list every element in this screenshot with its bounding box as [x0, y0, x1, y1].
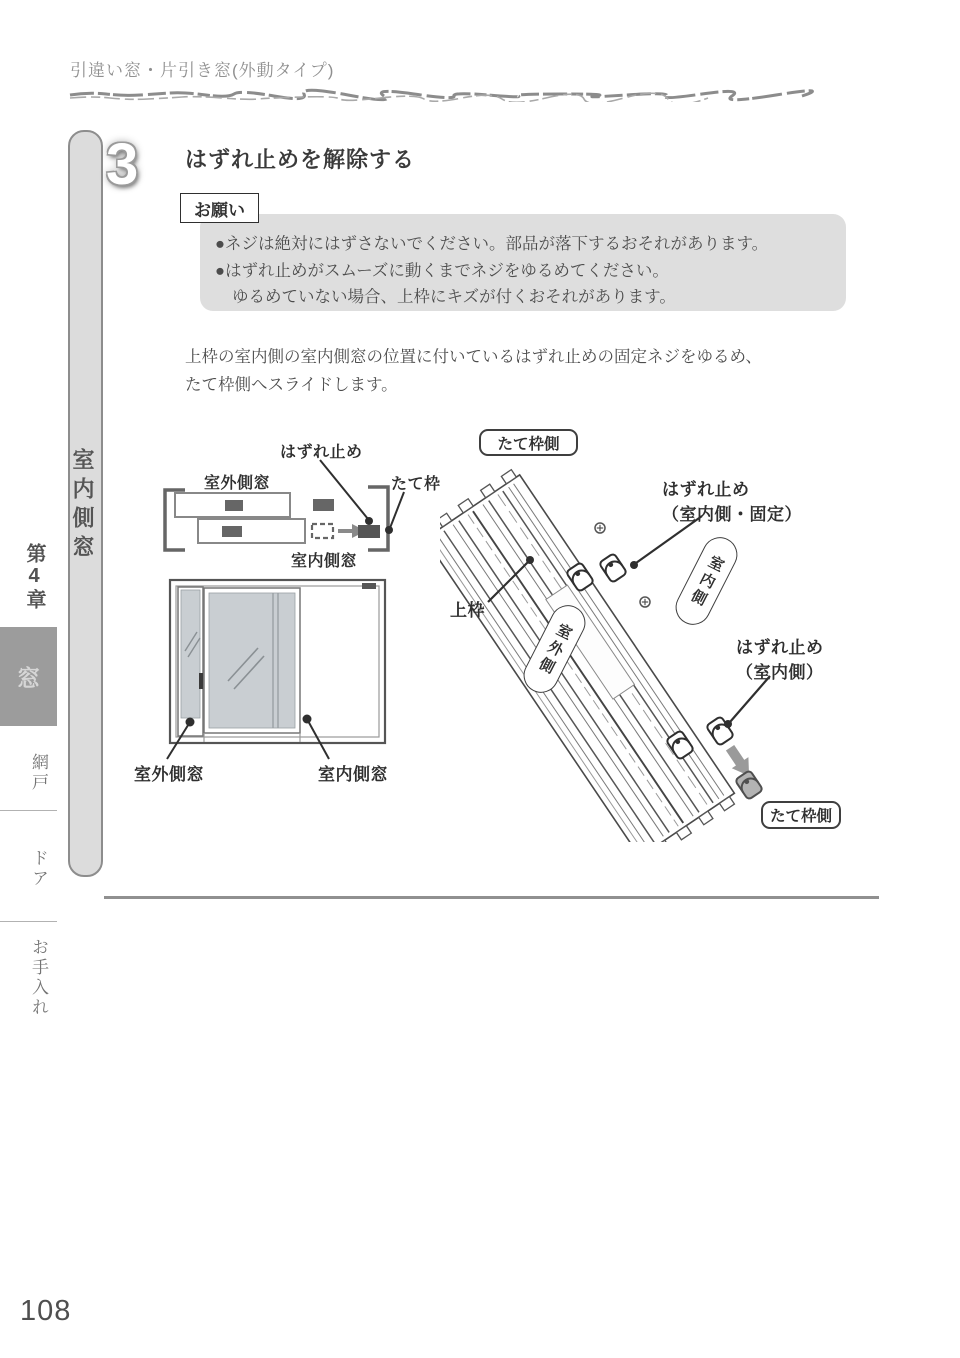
label-outdoor-window: 室外側窓 [134, 765, 204, 784]
leader-dot [630, 561, 638, 569]
leader-dot [526, 556, 534, 564]
label-line: はずれ止め [662, 480, 750, 499]
step-title: はずれ止めを解除する [185, 147, 416, 172]
instruction-line: たて枠側へスライドします。 [185, 376, 398, 394]
notice-item: ●ネジは絶対にはずさないでください。部品が落下するおそれがあります。 [215, 235, 769, 253]
content-bottom-rule [104, 896, 879, 899]
tag-tate-waku-side-top: たて枠側 [479, 429, 578, 456]
header-title: 引違い窓・片引き窓(外動タイプ) [70, 61, 335, 80]
hazure-dome-clip-moved [735, 770, 763, 800]
label-indoor-window: 室内側窓 [318, 765, 388, 784]
tag-tate-waku-side-bottom: たて枠側 [761, 801, 841, 829]
pill-indoor-side: 室内側 [670, 531, 744, 631]
leader-dot [385, 526, 393, 534]
label-uwaku: 上枠 [450, 601, 485, 620]
page-number: 108 [20, 1295, 72, 1327]
sidebar-divider [0, 810, 57, 811]
hazure-dome-block [225, 500, 243, 511]
notice-text [215, 231, 840, 311]
pill-outdoor-side: 室外側 [518, 599, 592, 699]
label-hazure-dome-indoor [736, 635, 824, 685]
sidebar-tab-mado[interactable] [0, 627, 57, 726]
sidebar-tab-amido[interactable]: 網戸 [29, 753, 48, 793]
hazure-dome-moved [358, 525, 380, 538]
notice-item: ●はずれ止めがスムーズに動くまでネジをゆるめてください。 [215, 261, 669, 280]
label-line: はずれ止め [736, 638, 824, 657]
label-hazure-dome-fixed [662, 477, 802, 527]
sidebar-tab-door[interactable]: ドア [29, 849, 48, 889]
indoor-glass [209, 593, 295, 728]
screw-icon [595, 523, 605, 533]
elevation-diagram [130, 570, 460, 792]
hazure-dome-block [222, 526, 242, 537]
chapter-label: 第4章 [23, 543, 45, 611]
sidebar-divider [0, 921, 57, 922]
label-hazure-dome: はずれ止め [280, 444, 363, 461]
label-line: （室内側・固定） [662, 505, 802, 524]
instruction-line: 上枠の室内側の室内側窓の位置に付いているはずれ止めの固定ネジをゆるめ、 [185, 348, 762, 366]
hazure-dome-block [313, 499, 334, 511]
label-line: （室内側） [736, 663, 824, 682]
leader-line [390, 492, 404, 528]
decorative-brush-line [68, 88, 890, 102]
leader-dot [365, 517, 373, 525]
label-tate-waku: たて枠 [391, 476, 441, 493]
label-indoor-window: 室内側窓 [291, 553, 358, 570]
hazure-dome-clip-fixed [599, 553, 627, 583]
instruction-paragraph [185, 343, 875, 399]
indoor-window-rect [198, 519, 305, 543]
sidebar-tab-mado-label: 窓 [17, 665, 40, 691]
sash-handle [199, 673, 203, 689]
notice-label: お願い [180, 193, 259, 223]
step-number: 3 [106, 132, 139, 197]
notice-item: ゆるめていない場合、上枠にキズが付くおそれがあります。 [232, 288, 676, 306]
section-bar-label: 室内側窓 [70, 448, 95, 564]
label-outdoor-window: 室外側窓 [204, 475, 271, 492]
hazure-dome-block [362, 583, 376, 589]
hazure-dome-old-position [312, 524, 333, 538]
leader-dot [724, 720, 732, 728]
screw-icon [640, 597, 650, 607]
sidebar-tab-otearai[interactable]: お手入れ [29, 938, 48, 1018]
